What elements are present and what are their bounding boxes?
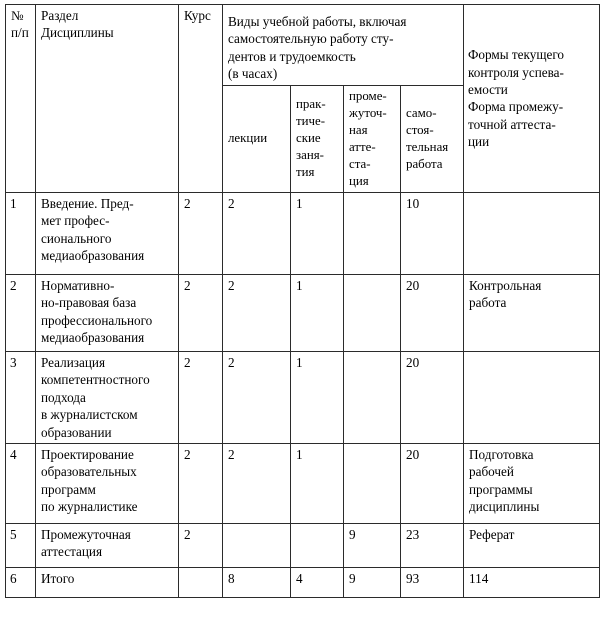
cell-lectures: 8 [223,567,291,597]
cell-independent: 93 [401,567,464,597]
header-number-line1: № [11,8,24,23]
cell-lectures: 2 [223,443,291,523]
cell-course: 2 [179,192,223,274]
cell-interim [344,351,401,443]
cell-forms-line: дисциплины [469,499,540,515]
header-practical-line5: тия [296,165,315,180]
header-work-types-line1: Виды учебной работы, включая [228,14,407,29]
cell-independent: 20 [401,443,464,523]
cell-lectures [223,523,291,567]
cell-lectures: 2 [223,192,291,274]
cell-course: 2 [179,274,223,351]
header-cell-interim [344,85,401,192]
header-interim-line3: ная [349,122,368,137]
cell-interim: 9 [344,523,401,567]
cell-forms [464,523,600,567]
cell-forms-line: Контрольная [469,277,542,293]
table-row [6,351,600,443]
cell-number: 6 [6,567,36,597]
header-interim-line6: ция [349,173,369,188]
header-practical-line4: заня- [296,148,324,163]
cell-section [36,523,179,567]
header-practical-line1: прак- [296,97,326,112]
cell-interim [344,192,401,274]
cell-number: 4 [6,443,36,523]
table-row [6,274,600,351]
cell-lectures: 2 [223,274,291,351]
cell-section-line: но-правовая база [41,295,137,311]
cell-interim [344,443,401,523]
cell-forms [464,351,600,443]
header-cell-course [179,5,223,193]
header-row-top [6,5,600,86]
cell-section [36,351,179,443]
cell-course [179,567,223,597]
cell-forms-line: Подготовка [469,446,534,462]
cell-section-line: Нормативно- [41,277,115,293]
header-section-line2: Дисциплины [41,25,114,41]
cell-independent: 10 [401,192,464,274]
cell-number: 3 [6,351,36,443]
cell-independent: 20 [401,274,464,351]
cell-practical: 1 [291,443,344,523]
cell-section [36,567,179,597]
cell-section-line: образовании [41,424,112,440]
cell-section-line: программ [41,481,96,497]
curriculum-table [5,4,600,598]
table-body [6,192,600,597]
header-forms-line6: ции [468,134,490,150]
header-forms-line2: контроля успева- [468,64,564,80]
cell-practical: 4 [291,567,344,597]
cell-forms-line: программы [469,481,533,497]
cell-practical: 1 [291,351,344,443]
cell-section-line: Итого [41,570,75,586]
header-number-line2: п/п [11,25,29,41]
header-cell-independent [401,85,464,192]
table-row [6,523,600,567]
cell-section-line: подхода [41,389,86,405]
cell-section-line: Реализация [41,354,106,370]
header-work-types-line3: дентов и трудоемкость [228,48,356,64]
cell-section [36,443,179,523]
cell-section-line: компетентностного [41,372,150,388]
header-forms-line1: Формы текущего [468,47,565,63]
cell-section-line: медиаобразования [41,330,145,346]
header-forms-line3: емости [468,82,508,98]
header-independent-line1: само- [406,105,437,120]
cell-section-line: по журналистике [41,499,138,515]
cell-section-line: мет профес- [41,213,110,229]
cell-section-line: в журналистском [41,407,138,423]
cell-interim: 9 [344,567,401,597]
header-independent-line4: работа [406,156,443,171]
cell-section-line: аттестация [41,544,103,560]
cell-forms [464,567,600,597]
header-independent-line3: тельная [406,139,449,154]
cell-section-line: медиаобразования [41,248,145,264]
cell-section-line: профессионального [41,312,153,328]
header-interim-line2: жуточ- [349,105,387,120]
cell-course: 2 [179,351,223,443]
header-interim-line4: атте- [349,139,376,154]
cell-section-line: Проектирование [41,446,134,462]
cell-practical [291,523,344,567]
cell-number: 5 [6,523,36,567]
cell-section-line: Введение. Пред- [41,195,134,211]
cell-section [36,192,179,274]
cell-course: 2 [179,523,223,567]
header-cell-section [36,5,179,193]
header-interim-line5: ста- [349,156,371,171]
header-cell-practical [291,85,344,192]
header-forms-line5: точной аттеста- [468,116,556,132]
cell-forms [464,274,600,351]
cell-practical: 1 [291,192,344,274]
header-independent-line2: стоя- [406,122,434,137]
cell-forms-line: рабочей [469,464,514,480]
header-lectures-label: лекции [228,131,268,146]
header-cell-work-types [223,5,464,86]
header-course-label: Курс [184,8,211,23]
cell-forms-line: Реферат [469,526,515,542]
cell-section-line: образовательных [41,464,137,480]
header-cell-lectures [223,85,291,192]
cell-forms [464,443,600,523]
cell-section-line: Промежуточная [41,526,131,542]
cell-section-line: сионального [41,230,112,246]
header-interim-line1: проме- [349,88,387,103]
cell-independent: 23 [401,523,464,567]
header-section-line1: Раздел [41,8,79,23]
header-work-types-line2: самостоятельную работу сту- [228,31,394,47]
cell-forms [464,192,600,274]
cell-number: 2 [6,274,36,351]
cell-number: 1 [6,192,36,274]
table-row [6,567,600,597]
cell-forms-line: 114 [469,570,489,586]
header-practical-line3: ские [296,131,321,146]
header-cell-number [6,5,36,193]
header-work-types-line4: (в часах) [228,66,278,82]
table-row [6,443,600,523]
cell-course: 2 [179,443,223,523]
cell-practical: 1 [291,274,344,351]
cell-independent: 20 [401,351,464,443]
cell-interim [344,274,401,351]
table-row [6,192,600,274]
header-practical-line2: тиче- [296,114,326,129]
header-forms-line4: Форма промежу- [468,99,564,115]
cell-section [36,274,179,351]
cell-forms-line: работа [469,295,507,311]
curriculum-table-container [5,4,599,623]
table-header [6,5,600,193]
cell-lectures: 2 [223,351,291,443]
header-cell-forms [464,5,600,193]
